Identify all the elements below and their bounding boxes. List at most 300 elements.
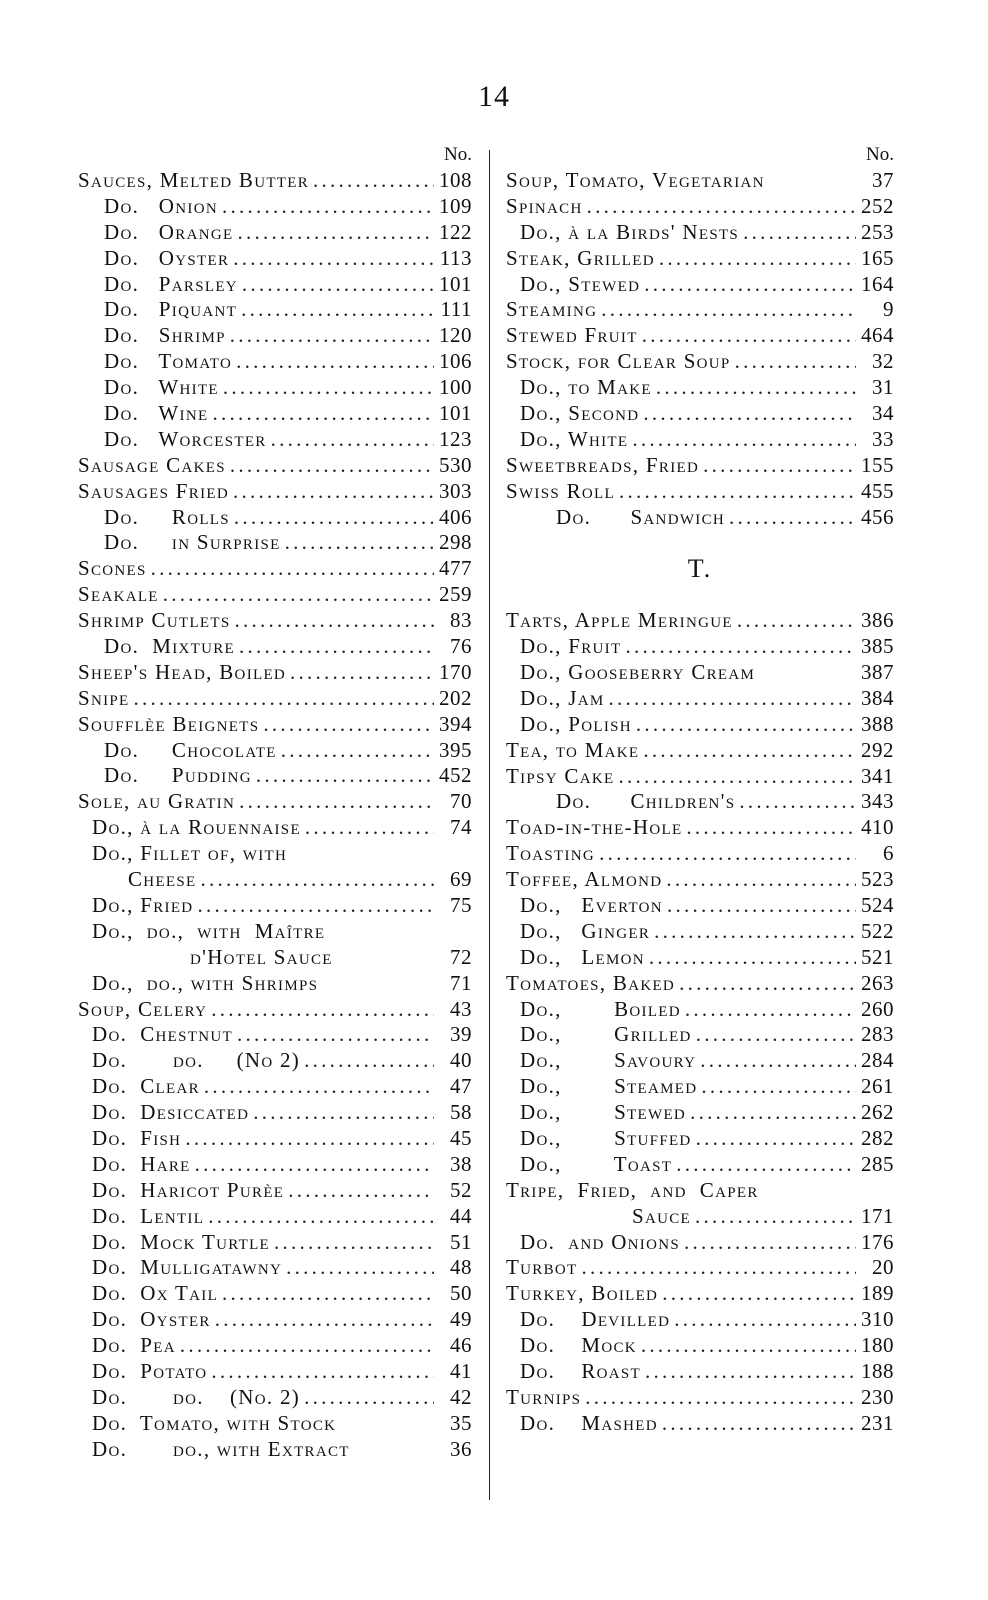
entry-number: 122 <box>439 219 472 244</box>
index-entry <box>78 1307 472 1333</box>
entry-number: 253 <box>861 219 894 244</box>
entry-title: Do. Devilled <box>520 1307 671 1332</box>
dot-leader <box>281 738 434 764</box>
dot-leader <box>237 220 434 246</box>
dot-leader <box>700 1048 856 1074</box>
index-entry <box>506 660 894 686</box>
entry-title: Sauce <box>632 1203 692 1228</box>
index-entry <box>78 1281 472 1307</box>
index-entry <box>506 1281 894 1307</box>
index-entry <box>78 1126 472 1152</box>
dot-leader <box>195 1152 434 1178</box>
dot-leader <box>305 815 434 841</box>
entry-number: 38 <box>450 1151 472 1176</box>
index-entry <box>78 505 472 531</box>
index-entry <box>506 1126 894 1152</box>
index-entry <box>78 1152 472 1178</box>
index-entry <box>78 971 472 997</box>
index-entry <box>506 375 894 401</box>
dot-leader <box>654 919 856 945</box>
entry-title: Do., Toast <box>520 1151 673 1176</box>
entry-number: 35 <box>450 1410 472 1435</box>
entry-number: 34 <box>872 401 894 426</box>
dot-leader <box>743 220 856 246</box>
index-entry <box>78 660 472 686</box>
dot-leader <box>703 453 856 479</box>
dot-leader <box>271 427 434 453</box>
entry-title: Do., Stewed <box>520 271 641 296</box>
entry-number: 387 <box>861 659 894 684</box>
entry-title: Sheep's Head, Boiled <box>78 659 287 684</box>
dot-leader <box>609 686 857 712</box>
entry-title: Do. Pudding <box>104 763 252 788</box>
dot-leader <box>632 427 856 453</box>
entry-number: 43 <box>450 996 472 1021</box>
entry-number: 106 <box>439 349 472 374</box>
entry-title: Sole, au Gratin <box>78 789 236 814</box>
dot-leader <box>659 246 856 272</box>
entry-number: 123 <box>439 426 472 451</box>
dot-leader <box>686 815 856 841</box>
entry-number: 111 <box>440 297 472 322</box>
entry-number: 44 <box>450 1203 472 1228</box>
entry-title: Do., Fried <box>92 892 194 917</box>
dot-leader <box>263 712 434 738</box>
entry-title: Do. Potato <box>92 1358 208 1383</box>
entry-title: Toasting <box>506 841 596 866</box>
dot-leader <box>204 1074 434 1100</box>
entry-title: Do., Polish <box>520 711 632 736</box>
entry-title: Do., à la Rouennaise <box>92 815 301 840</box>
index-entry <box>78 453 472 479</box>
dot-leader <box>695 1204 856 1230</box>
index-entry <box>506 349 894 375</box>
entry-number: 384 <box>861 685 894 710</box>
index-entry <box>506 919 894 945</box>
dot-leader <box>649 945 856 971</box>
entry-title: Do. Hare <box>92 1151 191 1176</box>
entry-number: 76 <box>450 634 472 659</box>
dot-leader <box>239 634 434 660</box>
entry-title: Do. Children's <box>556 789 736 814</box>
entry-number: 36 <box>450 1436 472 1461</box>
entry-title: Do. Chocolate <box>104 737 277 762</box>
index-entry <box>78 1048 472 1074</box>
index-entry <box>78 375 472 401</box>
entry-number: 524 <box>861 892 894 917</box>
entry-title: Do., Fillet of, with <box>92 841 288 866</box>
entry-title: Do., do., with Shrimps <box>92 970 319 995</box>
entry-number: 48 <box>450 1255 472 1280</box>
dot-leader <box>241 297 434 323</box>
entry-title: Soufflèe Beignets <box>78 711 260 736</box>
entry-title: Do. Ox Tail <box>92 1281 219 1306</box>
entry-title: Stewed Fruit <box>506 323 638 348</box>
entry-title: Sauces, Melted Butter <box>78 168 310 192</box>
dot-leader <box>222 1281 434 1307</box>
entry-title: Do., Grilled <box>520 1022 692 1047</box>
entry-title: Do. Oyster <box>104 245 230 270</box>
entry-title: Do. Chestnut <box>92 1022 233 1047</box>
index-entry <box>78 867 472 893</box>
index-entry <box>506 246 894 272</box>
entry-title: Do., Stewed <box>520 1100 687 1125</box>
entry-title: Do. Mashed <box>520 1410 658 1435</box>
dot-leader <box>645 1359 856 1385</box>
index-entry <box>78 323 472 349</box>
dot-leader <box>151 556 434 582</box>
entry-title: Turbot <box>506 1255 578 1280</box>
entry-number: 259 <box>439 582 472 607</box>
index-entry <box>78 530 472 556</box>
entry-title: Do. Roast <box>520 1358 642 1383</box>
entry-number: 75 <box>450 892 472 917</box>
index-entry <box>506 789 894 815</box>
dot-leader <box>236 349 434 375</box>
entry-title: Do. Shrimp <box>104 323 226 348</box>
entry-number: 31 <box>872 375 894 400</box>
column-header-no: No. <box>444 144 472 165</box>
dot-leader <box>644 272 856 298</box>
index-entry <box>506 841 894 867</box>
dot-leader <box>286 1255 434 1281</box>
entry-title: Turkey, Boiled <box>506 1281 659 1306</box>
entry-title: Toad-in-the-Hole <box>506 815 683 840</box>
section-letter-heading: T. <box>687 554 713 584</box>
entry-number: 74 <box>450 815 472 840</box>
dot-leader <box>625 634 856 660</box>
dot-leader <box>290 660 434 686</box>
entry-title: Do. do. (No 2) <box>92 1048 301 1073</box>
index-entry <box>78 789 472 815</box>
index-entry <box>78 168 472 194</box>
entry-number: 20 <box>872 1255 894 1280</box>
dot-leader <box>200 867 434 893</box>
entry-title: Do. Onion <box>104 193 218 218</box>
dot-leader <box>185 1126 434 1152</box>
index-entry <box>78 1255 472 1281</box>
entry-title: Steaming <box>506 297 598 322</box>
index-entry <box>506 1100 894 1126</box>
index-entry <box>506 401 894 427</box>
entry-title: Do. Worcester <box>104 426 267 451</box>
index-entry <box>78 220 472 246</box>
index-entry <box>506 1074 894 1100</box>
entry-number: 40 <box>450 1048 472 1073</box>
index-entry <box>78 1178 472 1204</box>
dot-leader <box>233 246 434 272</box>
entry-title: Sausages Fried <box>78 478 229 503</box>
index-entry <box>78 712 472 738</box>
dot-leader <box>211 1359 434 1385</box>
entry-number: 37 <box>872 168 894 192</box>
entry-title: Tea, to Make <box>506 737 640 762</box>
entry-title: Turnips <box>506 1384 582 1409</box>
entry-number: 45 <box>450 1125 472 1150</box>
index-entry <box>78 1022 472 1048</box>
entry-number: 69 <box>450 867 472 892</box>
index-entry <box>506 1333 894 1359</box>
dot-leader <box>690 1100 856 1126</box>
dot-leader <box>662 1411 856 1437</box>
entry-title: Do., Stuffed <box>520 1125 692 1150</box>
entry-title: Tripe, Fried, and Caper <box>506 1177 759 1202</box>
entry-title: Tomatoes, Baked <box>506 970 676 995</box>
entry-title: Do., Savoury <box>520 1048 697 1073</box>
index-entry <box>506 220 894 246</box>
entry-number: 292 <box>861 737 894 762</box>
entry-number: 455 <box>861 478 894 503</box>
dot-leader <box>234 608 434 634</box>
dot-leader <box>304 1385 434 1411</box>
index-entry <box>78 582 472 608</box>
dot-leader <box>696 1022 856 1048</box>
entry-title: Soup, Tomato, Vegetarian <box>506 168 765 192</box>
entry-title: Do., Lemon <box>520 944 645 969</box>
dot-leader <box>134 686 434 712</box>
entry-number: 49 <box>450 1307 472 1332</box>
dot-leader <box>701 1074 856 1100</box>
entry-title: Do. Piquant <box>104 297 238 322</box>
entry-number: 188 <box>861 1358 894 1383</box>
entry-number: 343 <box>861 789 894 814</box>
dot-leader <box>197 893 434 919</box>
entry-title: Do. Fish <box>92 1125 182 1150</box>
index-entry <box>78 246 472 272</box>
dot-leader <box>685 997 856 1023</box>
dot-leader <box>676 1152 856 1178</box>
entry-number: 231 <box>861 1410 894 1435</box>
entry-number: 6 <box>883 841 894 866</box>
entry-number: 263 <box>861 970 894 995</box>
dot-leader <box>587 194 856 220</box>
dot-leader <box>208 1204 434 1230</box>
entry-number: 523 <box>861 867 894 892</box>
index-entry <box>506 1178 894 1204</box>
entry-title: Do., à la Birds' Nests <box>520 219 740 244</box>
entry-title: Soup, Celery <box>78 996 208 1021</box>
entry-number: 100 <box>439 375 472 400</box>
entry-number: 522 <box>861 918 894 943</box>
index-entry <box>506 297 894 323</box>
index-entry <box>506 738 894 764</box>
entry-number: 452 <box>439 763 472 788</box>
entry-title: Do. Orange <box>104 219 234 244</box>
entry-title: Tarts, Apple Meringue <box>506 608 733 633</box>
dot-leader <box>239 789 434 815</box>
entry-title: Tipsy Cake <box>506 763 615 788</box>
index-entry <box>78 1385 472 1411</box>
entry-number: 164 <box>861 271 894 296</box>
entry-title: Do. Sandwich <box>556 504 726 529</box>
dot-leader <box>642 323 856 349</box>
entry-number: 385 <box>861 634 894 659</box>
entry-number: 260 <box>861 996 894 1021</box>
entry-title: Do. Desiccated <box>92 1100 250 1125</box>
index-entry <box>78 556 472 582</box>
entry-title: Do. Oyster <box>92 1307 211 1332</box>
entry-number: 521 <box>861 944 894 969</box>
column-divider <box>489 150 490 1500</box>
index-entry <box>506 1385 894 1411</box>
entry-number: 285 <box>861 1151 894 1176</box>
entry-number: 71 <box>450 970 472 995</box>
entry-title: Do. Mixture <box>104 634 236 659</box>
dot-leader <box>636 712 856 738</box>
entry-number: 202 <box>439 685 472 710</box>
entry-number: 180 <box>861 1333 894 1358</box>
entry-number: 50 <box>450 1281 472 1306</box>
dot-leader <box>619 479 856 505</box>
index-entry <box>506 194 894 220</box>
dot-leader <box>599 841 856 867</box>
index-entry <box>506 427 894 453</box>
page-number: 14 <box>478 80 510 113</box>
index-entry <box>506 608 894 634</box>
entry-number: 283 <box>861 1022 894 1047</box>
dot-leader <box>242 272 434 298</box>
entry-number: 303 <box>439 478 472 503</box>
index-entry <box>78 1359 472 1385</box>
entry-title: Toffee, Almond <box>506 867 663 892</box>
entry-number: 171 <box>861 1203 894 1228</box>
entry-title: Cheese <box>128 867 197 892</box>
index-entry <box>506 453 894 479</box>
entry-title: Do. Lentil <box>92 1203 205 1228</box>
entry-number: 477 <box>439 556 472 581</box>
entry-number: 46 <box>450 1333 472 1358</box>
index-entry <box>506 1359 894 1385</box>
index-entry <box>506 1048 894 1074</box>
entry-title: Do., Ginger <box>520 918 651 943</box>
index-entry <box>506 764 894 790</box>
entry-title: Seakale <box>78 582 159 607</box>
index-entry <box>506 712 894 738</box>
index-entry <box>506 479 894 505</box>
entry-number: 42 <box>450 1384 472 1409</box>
dot-leader <box>211 997 434 1023</box>
index-entry <box>78 1074 472 1100</box>
entry-title: d'Hotel Sauce <box>190 944 333 969</box>
entry-number: 170 <box>439 659 472 684</box>
dot-leader <box>215 1307 434 1333</box>
entry-number: 72 <box>450 944 472 969</box>
entry-title: Do., White <box>520 426 629 451</box>
entry-title: Do., Boiled <box>520 996 681 1021</box>
entry-number: 262 <box>861 1100 894 1125</box>
index-entry <box>506 945 894 971</box>
dot-leader <box>643 401 856 427</box>
entry-number: 261 <box>861 1074 894 1099</box>
entry-title: Do., Second <box>520 401 640 426</box>
entry-number: 252 <box>861 193 894 218</box>
entry-number: 410 <box>861 815 894 840</box>
index-entry <box>506 997 894 1023</box>
index-entry <box>506 168 894 194</box>
index-entry <box>78 272 472 298</box>
index-entry <box>506 686 894 712</box>
entry-title: Do. Wine <box>104 401 209 426</box>
entry-number: 33 <box>872 426 894 451</box>
entry-number: 41 <box>450 1358 472 1383</box>
entry-number: 32 <box>872 349 894 374</box>
entry-title: Do., Fruit <box>520 634 622 659</box>
entry-number: 230 <box>861 1384 894 1409</box>
dot-leader <box>212 401 434 427</box>
index-entry <box>506 893 894 919</box>
column-header-no: No. <box>866 144 894 165</box>
index-entry <box>78 1333 472 1359</box>
entry-title: Do., Gooseberry Cream <box>520 659 756 684</box>
entry-number: 530 <box>439 452 472 477</box>
entry-number: 39 <box>450 1022 472 1047</box>
index-entry <box>506 505 894 531</box>
entry-title: Shrimp Cutlets <box>78 608 231 633</box>
entry-title: Do. Mulligatawny <box>92 1255 283 1280</box>
entry-title: Do. Tomato <box>104 349 233 374</box>
dot-leader <box>656 375 856 401</box>
dot-leader <box>684 1230 856 1256</box>
entry-title: Sausage Cakes <box>78 452 226 477</box>
dot-leader <box>163 582 434 608</box>
dot-leader <box>304 1048 434 1074</box>
entry-title: Do. and Onions <box>520 1229 680 1254</box>
index-entry <box>78 479 472 505</box>
entry-number: 406 <box>439 504 472 529</box>
entry-title: Do., do., with Maître <box>92 918 326 943</box>
dot-leader <box>230 323 434 349</box>
entry-number: 83 <box>450 608 472 633</box>
entry-number: 388 <box>861 711 894 736</box>
index-entry <box>78 634 472 660</box>
index-entry <box>506 1255 894 1281</box>
entry-number: 282 <box>861 1125 894 1150</box>
entry-title: Do. White <box>104 375 219 400</box>
dot-leader <box>601 297 856 323</box>
entry-number: 108 <box>439 168 472 192</box>
entry-title: Do. Haricot Purèe <box>92 1177 285 1202</box>
entry-title: Do. Pea <box>92 1333 176 1358</box>
entry-number: 464 <box>861 323 894 348</box>
entry-number: 70 <box>450 789 472 814</box>
entry-title: Do. Mock <box>520 1333 637 1358</box>
entry-number: 101 <box>439 401 472 426</box>
dot-leader <box>662 1281 856 1307</box>
dot-leader <box>285 530 434 556</box>
entry-number: 310 <box>861 1307 894 1332</box>
entry-title: Do., Everton <box>520 892 663 917</box>
entry-number: 101 <box>439 271 472 296</box>
dot-leader <box>253 1100 434 1126</box>
index-entry <box>78 401 472 427</box>
index-entry <box>506 272 894 298</box>
dot-leader <box>585 1385 856 1411</box>
dot-leader <box>223 375 434 401</box>
index-entry <box>506 1022 894 1048</box>
index-entry <box>506 1152 894 1178</box>
index-entry <box>78 919 472 945</box>
entry-title: Swiss Roll <box>506 478 615 503</box>
index-entry <box>78 815 472 841</box>
index-entry <box>78 738 472 764</box>
dot-leader <box>234 505 434 531</box>
entry-title: Do., Jam <box>520 685 605 710</box>
dot-leader <box>729 505 856 531</box>
index-entry <box>78 1411 472 1437</box>
entry-number: 120 <box>439 323 472 348</box>
index-entry <box>78 608 472 634</box>
entry-number: 58 <box>450 1100 472 1125</box>
